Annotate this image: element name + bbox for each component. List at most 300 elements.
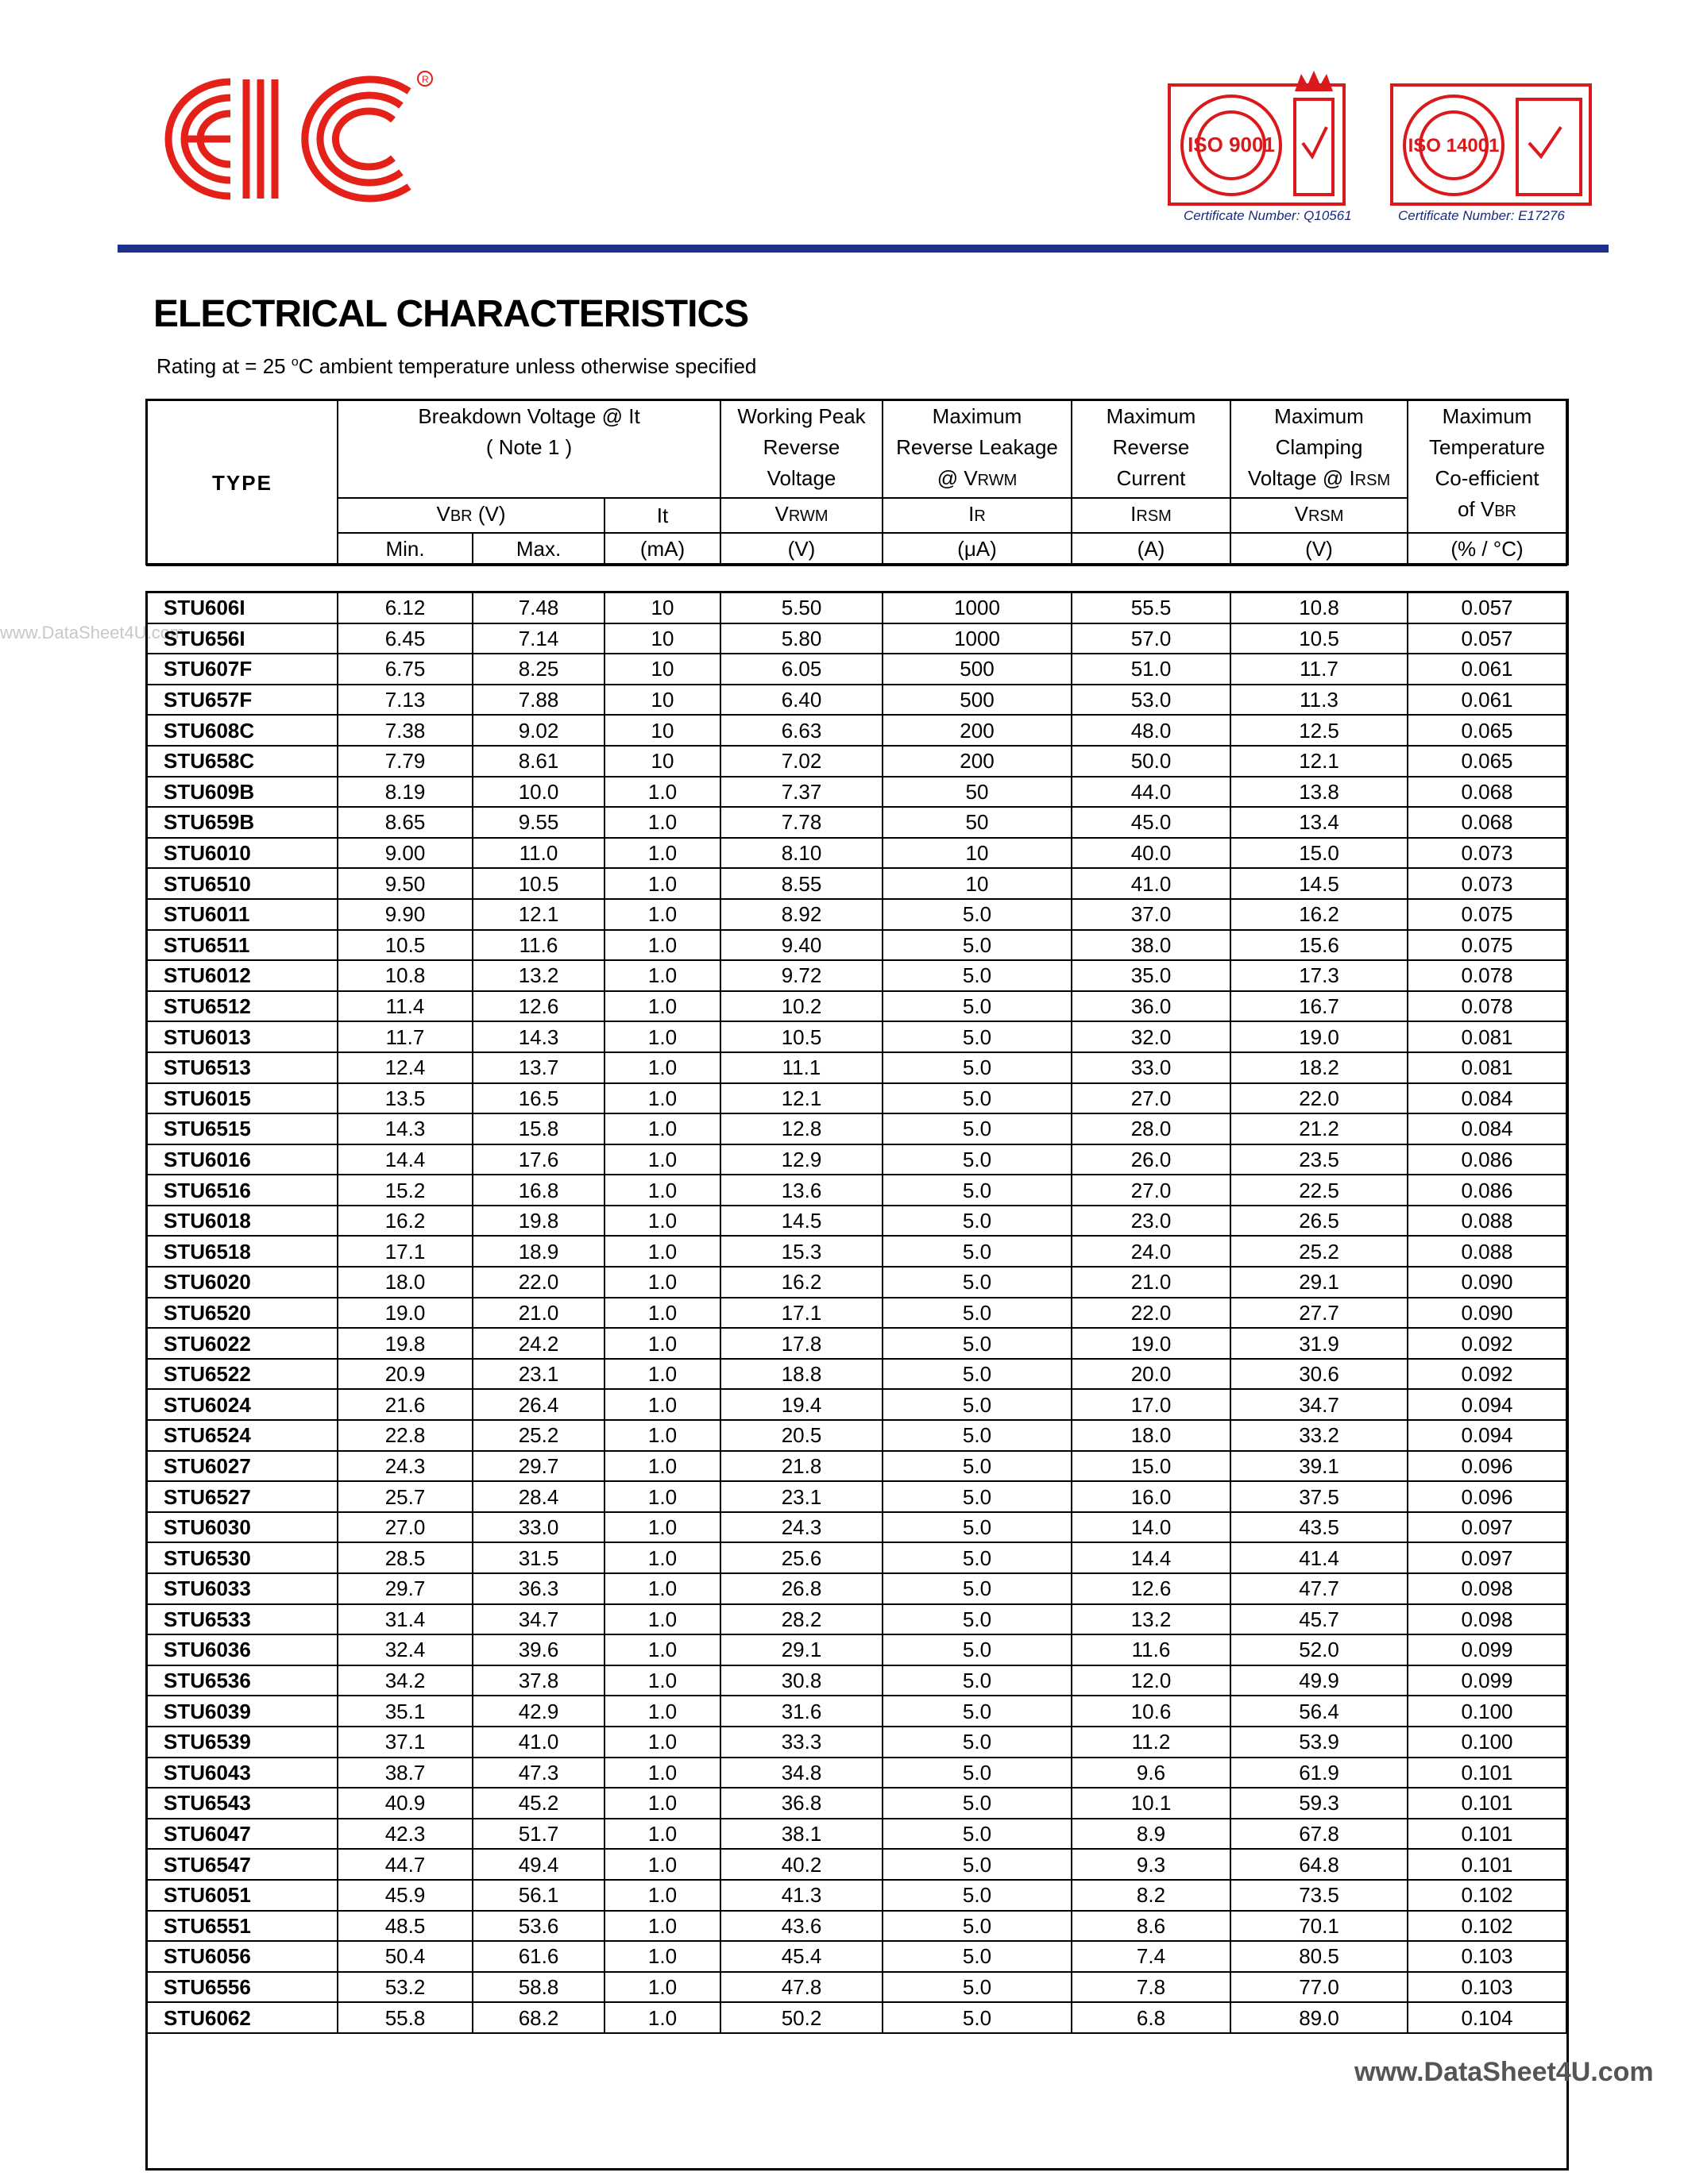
irsm-label: IRSM xyxy=(1072,498,1230,533)
value-cell: 9.50 xyxy=(338,868,473,899)
value-cell: 12.0 xyxy=(1072,1665,1230,1696)
value-cell: 17.1 xyxy=(338,1236,473,1267)
value-cell: 50.4 xyxy=(338,1941,473,1972)
value-cell: 19.4 xyxy=(720,1389,883,1420)
value-cell: 5.0 xyxy=(883,1328,1072,1359)
value-cell: 45.2 xyxy=(473,1788,605,1819)
col-working-peak: Working Peak Reverse Voltage xyxy=(720,400,883,498)
value-cell: 28.0 xyxy=(1072,1113,1230,1144)
value-cell: 10.1 xyxy=(1072,1788,1230,1819)
value-cell: 0.099 xyxy=(1408,1634,1566,1665)
value-cell: 20.0 xyxy=(1072,1359,1230,1390)
value-cell: 8.25 xyxy=(473,654,605,685)
value-cell: 0.073 xyxy=(1408,868,1566,899)
value-cell: 16.2 xyxy=(338,1206,473,1237)
value-cell: 45.0 xyxy=(1072,807,1230,838)
value-cell: 1.0 xyxy=(605,1144,720,1175)
cert1-number: Certificate Number: Q10561 xyxy=(1184,208,1352,223)
value-cell: 29.7 xyxy=(473,1451,605,1482)
value-cell: 0.086 xyxy=(1408,1144,1566,1175)
value-cell: 33.0 xyxy=(473,1512,605,1543)
type-cell: STU6016 xyxy=(147,1144,338,1175)
value-cell: 19.8 xyxy=(338,1328,473,1359)
table-row xyxy=(147,1451,1566,1482)
value-cell: 37.8 xyxy=(473,1665,605,1696)
value-cell: 0.061 xyxy=(1408,685,1566,716)
value-cell: 1.0 xyxy=(605,1021,720,1052)
table-row xyxy=(147,1542,1566,1573)
value-cell: 0.061 xyxy=(1408,654,1566,685)
value-cell: 0.081 xyxy=(1408,1021,1566,1052)
value-cell: 64.8 xyxy=(1230,1849,1408,1880)
value-cell: 1.0 xyxy=(605,1420,720,1451)
value-cell: 7.02 xyxy=(720,746,883,777)
value-cell: 34.7 xyxy=(473,1604,605,1635)
value-cell: 57.0 xyxy=(1072,623,1230,654)
value-cell: 20.9 xyxy=(338,1359,473,1390)
value-cell: 45.4 xyxy=(720,1941,883,1972)
value-cell: 13.2 xyxy=(473,960,605,991)
value-cell: 23.1 xyxy=(720,1481,883,1512)
value-cell: 1.0 xyxy=(605,991,720,1022)
table-row xyxy=(147,1788,1566,1819)
value-cell: 29.7 xyxy=(338,1573,473,1604)
table-row xyxy=(147,1972,1566,2003)
tc-unit: (% / °C) xyxy=(1408,533,1566,565)
value-cell: 500 xyxy=(883,685,1072,716)
value-cell: 31.6 xyxy=(720,1696,883,1727)
value-cell: 0.081 xyxy=(1408,1052,1566,1083)
value-cell: 5.0 xyxy=(883,899,1072,930)
value-cell: 77.0 xyxy=(1230,1972,1408,2003)
value-cell: 21.8 xyxy=(720,1451,883,1482)
value-cell: 10.5 xyxy=(720,1021,883,1052)
value-cell: 6.05 xyxy=(720,654,883,685)
value-cell: 40.0 xyxy=(1072,838,1230,869)
value-cell: 31.5 xyxy=(473,1542,605,1573)
value-cell: 14.3 xyxy=(473,1021,605,1052)
value-cell: 8.19 xyxy=(338,777,473,808)
value-cell: 1.0 xyxy=(605,1880,720,1911)
value-cell: 5.0 xyxy=(883,1634,1072,1665)
value-cell: 7.4 xyxy=(1072,1941,1230,1972)
value-cell: 25.6 xyxy=(720,1542,883,1573)
type-cell: STU6556 xyxy=(147,1972,338,2003)
value-cell: 17.0 xyxy=(1072,1389,1230,1420)
value-cell: 22.5 xyxy=(1230,1175,1408,1206)
value-cell: 14.5 xyxy=(1230,868,1408,899)
type-cell: STU6510 xyxy=(147,868,338,899)
value-cell: 34.2 xyxy=(338,1665,473,1696)
value-cell: 43.5 xyxy=(1230,1512,1408,1543)
table-row xyxy=(147,1021,1566,1052)
value-cell: 33.2 xyxy=(1230,1420,1408,1451)
value-cell: 5.0 xyxy=(883,1052,1072,1083)
value-cell: 10 xyxy=(883,868,1072,899)
type-cell: STU6511 xyxy=(147,930,338,961)
value-cell: 52.0 xyxy=(1230,1634,1408,1665)
value-cell: 14.5 xyxy=(720,1206,883,1237)
value-cell: 30.8 xyxy=(720,1665,883,1696)
value-cell: 5.80 xyxy=(720,623,883,654)
value-cell: 17.3 xyxy=(1230,960,1408,991)
value-cell: 41.0 xyxy=(473,1727,605,1758)
value-cell: 0.084 xyxy=(1408,1083,1566,1114)
table-row xyxy=(147,807,1566,838)
value-cell: 12.6 xyxy=(1072,1573,1230,1604)
value-cell: 8.61 xyxy=(473,746,605,777)
value-cell: 5.0 xyxy=(883,1665,1072,1696)
value-cell: 10 xyxy=(605,715,720,746)
value-cell: 9.55 xyxy=(473,807,605,838)
value-cell: 1.0 xyxy=(605,1788,720,1819)
value-cell: 13.8 xyxy=(1230,777,1408,808)
value-cell: 45.9 xyxy=(338,1880,473,1911)
value-cell: 10.0 xyxy=(473,777,605,808)
value-cell: 5.0 xyxy=(883,1972,1072,2003)
value-cell: 16.0 xyxy=(1072,1481,1230,1512)
table-row xyxy=(147,1512,1566,1543)
table-row xyxy=(147,1941,1566,1972)
value-cell: 19.0 xyxy=(1072,1328,1230,1359)
type-cell: STU656I xyxy=(147,623,338,654)
value-cell: 0.104 xyxy=(1408,2002,1566,2033)
value-cell: 39.1 xyxy=(1230,1451,1408,1482)
value-cell: 19.0 xyxy=(1230,1021,1408,1052)
value-cell: 50 xyxy=(883,807,1072,838)
vrwm-label: VRWM xyxy=(720,498,883,533)
value-cell: 0.100 xyxy=(1408,1696,1566,1727)
vbr-label: VBR (V) xyxy=(338,498,605,533)
value-cell: 5.50 xyxy=(720,592,883,623)
value-cell: 38.1 xyxy=(720,1819,883,1850)
value-cell: 42.3 xyxy=(338,1819,473,1850)
value-cell: 27.7 xyxy=(1230,1298,1408,1329)
value-cell: 0.101 xyxy=(1408,1758,1566,1788)
value-cell: 24.3 xyxy=(338,1451,473,1482)
value-cell: 0.092 xyxy=(1408,1359,1566,1390)
value-cell: 10 xyxy=(605,654,720,685)
table-row xyxy=(147,592,1566,623)
value-cell: 5.0 xyxy=(883,1420,1072,1451)
value-cell: 89.0 xyxy=(1230,2002,1408,2033)
value-cell: 5.0 xyxy=(883,1911,1072,1942)
value-cell: 10 xyxy=(883,838,1072,869)
value-cell: 7.88 xyxy=(473,685,605,716)
value-cell: 47.7 xyxy=(1230,1573,1408,1604)
value-cell: 12.1 xyxy=(1230,746,1408,777)
value-cell: 0.097 xyxy=(1408,1512,1566,1543)
value-cell: 1.0 xyxy=(605,1083,720,1114)
watermark-left: www.DataSheet4U.com xyxy=(0,623,185,642)
value-cell: 45.7 xyxy=(1230,1604,1408,1635)
value-cell: 200 xyxy=(883,715,1072,746)
value-cell: 10 xyxy=(605,623,720,654)
value-cell: 1.0 xyxy=(605,1451,720,1482)
value-cell: 0.065 xyxy=(1408,715,1566,746)
value-cell: 1.0 xyxy=(605,1267,720,1298)
value-cell: 0.096 xyxy=(1408,1451,1566,1482)
value-cell: 29.1 xyxy=(720,1634,883,1665)
table-row xyxy=(147,1389,1566,1420)
value-cell: 1.0 xyxy=(605,1298,720,1329)
value-cell: 70.1 xyxy=(1230,1911,1408,1942)
value-cell: 16.7 xyxy=(1230,991,1408,1022)
value-cell: 5.0 xyxy=(883,1236,1072,1267)
value-cell: 18.0 xyxy=(1072,1420,1230,1451)
value-cell: 26.8 xyxy=(720,1573,883,1604)
type-cell: STU6543 xyxy=(147,1788,338,1819)
value-cell: 0.086 xyxy=(1408,1175,1566,1206)
table-row xyxy=(147,746,1566,777)
value-cell: 38.7 xyxy=(338,1758,473,1788)
type-cell: STU6522 xyxy=(147,1359,338,1390)
type-cell: STU6533 xyxy=(147,1604,338,1635)
value-cell: 26.5 xyxy=(1230,1206,1408,1237)
iso14001-text: ISO 14001 xyxy=(1408,135,1500,156)
value-cell: 14.4 xyxy=(1072,1542,1230,1573)
value-cell: 5.0 xyxy=(883,1604,1072,1635)
value-cell: 0.068 xyxy=(1408,777,1566,808)
value-cell: 17.8 xyxy=(720,1328,883,1359)
value-cell: 53.9 xyxy=(1230,1727,1408,1758)
value-cell: 6.63 xyxy=(720,715,883,746)
table-row xyxy=(147,1206,1566,1237)
table-row xyxy=(147,654,1566,685)
ma-label: (mA) xyxy=(605,533,720,565)
value-cell: 8.92 xyxy=(720,899,883,930)
value-cell: 56.4 xyxy=(1230,1696,1408,1727)
type-cell: STU6012 xyxy=(147,960,338,991)
value-cell: 32.4 xyxy=(338,1634,473,1665)
value-cell: 5.0 xyxy=(883,1542,1072,1573)
value-cell: 5.0 xyxy=(883,930,1072,961)
type-cell: STU6039 xyxy=(147,1696,338,1727)
type-cell: STU6015 xyxy=(147,1083,338,1114)
value-cell: 1.0 xyxy=(605,807,720,838)
value-cell: 55.8 xyxy=(338,2002,473,2033)
value-cell: 23.5 xyxy=(1230,1144,1408,1175)
value-cell: 34.8 xyxy=(720,1758,883,1788)
value-cell: 12.4 xyxy=(338,1052,473,1083)
value-cell: 9.6 xyxy=(1072,1758,1230,1788)
value-cell: 0.102 xyxy=(1408,1880,1566,1911)
value-cell: 1.0 xyxy=(605,1849,720,1880)
value-cell: 0.057 xyxy=(1408,623,1566,654)
value-cell: 31.4 xyxy=(338,1604,473,1635)
value-cell: 61.6 xyxy=(473,1941,605,1972)
value-cell: 5.0 xyxy=(883,991,1072,1022)
value-cell: 0.102 xyxy=(1408,1911,1566,1942)
value-cell: 13.2 xyxy=(1072,1604,1230,1635)
value-cell: 10 xyxy=(605,685,720,716)
header-rule xyxy=(118,245,1609,253)
value-cell: 1.0 xyxy=(605,868,720,899)
value-cell: 0.078 xyxy=(1408,960,1566,991)
value-cell: 10.6 xyxy=(1072,1696,1230,1727)
value-cell: 0.088 xyxy=(1408,1236,1566,1267)
value-cell: 36.0 xyxy=(1072,991,1230,1022)
type-cell: STU608C xyxy=(147,715,338,746)
table-row xyxy=(147,1880,1566,1911)
value-cell: 22.8 xyxy=(338,1420,473,1451)
type-cell: STU6010 xyxy=(147,838,338,869)
value-cell: 14.0 xyxy=(1072,1512,1230,1543)
value-cell: 9.72 xyxy=(720,960,883,991)
value-cell: 15.0 xyxy=(1072,1451,1230,1482)
value-cell: 5.0 xyxy=(883,960,1072,991)
value-cell: 36.3 xyxy=(473,1573,605,1604)
value-cell: 33.3 xyxy=(720,1727,883,1758)
table-row xyxy=(147,1420,1566,1451)
value-cell: 1.0 xyxy=(605,899,720,930)
value-cell: 5.0 xyxy=(883,1359,1072,1390)
value-cell: 5.0 xyxy=(883,1573,1072,1604)
value-cell: 6.45 xyxy=(338,623,473,654)
vrsm-unit: (V) xyxy=(1230,533,1408,565)
value-cell: 10.8 xyxy=(338,960,473,991)
value-cell: 12.6 xyxy=(473,991,605,1022)
value-cell: 18.0 xyxy=(338,1267,473,1298)
value-cell: 5.0 xyxy=(883,1849,1072,1880)
table-row xyxy=(147,1634,1566,1665)
type-cell: STU609B xyxy=(147,777,338,808)
value-cell: 8.55 xyxy=(720,868,883,899)
value-cell: 24.2 xyxy=(473,1328,605,1359)
value-cell: 12.8 xyxy=(720,1113,883,1144)
value-cell: 53.2 xyxy=(338,1972,473,2003)
table-row xyxy=(147,1175,1566,1206)
vrsm-label: VRSM xyxy=(1230,498,1408,533)
type-cell: STU6047 xyxy=(147,1819,338,1850)
type-cell: STU6512 xyxy=(147,991,338,1022)
value-cell: 27.0 xyxy=(338,1512,473,1543)
table-row xyxy=(147,623,1566,654)
type-cell: STU6518 xyxy=(147,1236,338,1267)
value-cell: 19.8 xyxy=(473,1206,605,1237)
value-cell: 33.0 xyxy=(1072,1052,1230,1083)
value-cell: 14.3 xyxy=(338,1113,473,1144)
type-cell: STU6551 xyxy=(147,1911,338,1942)
value-cell: 53.0 xyxy=(1072,685,1230,716)
value-cell: 11.4 xyxy=(338,991,473,1022)
value-cell: 5.0 xyxy=(883,1389,1072,1420)
col-clamping-voltage: Maximum Clamping Voltage @ IRSM xyxy=(1230,400,1408,498)
value-cell: 39.6 xyxy=(473,1634,605,1665)
value-cell: 49.4 xyxy=(473,1849,605,1880)
value-cell: 37.0 xyxy=(1072,899,1230,930)
min-label: Min. xyxy=(338,533,473,565)
value-cell: 15.8 xyxy=(473,1113,605,1144)
value-cell: 47.3 xyxy=(473,1758,605,1788)
value-cell: 44.7 xyxy=(338,1849,473,1880)
value-cell: 5.0 xyxy=(883,1758,1072,1788)
value-cell: 55.5 xyxy=(1072,592,1230,623)
value-cell: 23.1 xyxy=(473,1359,605,1390)
max-label: Max. xyxy=(473,533,605,565)
value-cell: 0.096 xyxy=(1408,1481,1566,1512)
type-cell: STU6051 xyxy=(147,1880,338,1911)
value-cell: 1.0 xyxy=(605,1113,720,1144)
value-cell: 26.4 xyxy=(473,1389,605,1420)
value-cell: 43.6 xyxy=(720,1911,883,1942)
ir-unit: (μA) xyxy=(883,533,1072,565)
value-cell: 10.5 xyxy=(473,868,605,899)
value-cell: 200 xyxy=(883,746,1072,777)
value-cell: 11.0 xyxy=(473,838,605,869)
type-cell: STU6530 xyxy=(147,1542,338,1573)
table-row xyxy=(147,930,1566,961)
value-cell: 13.4 xyxy=(1230,807,1408,838)
value-cell: 34.7 xyxy=(1230,1389,1408,1420)
value-cell: 22.0 xyxy=(1072,1298,1230,1329)
value-cell: 0.098 xyxy=(1408,1604,1566,1635)
value-cell: 0.090 xyxy=(1408,1298,1566,1329)
value-cell: 1.0 xyxy=(605,1175,720,1206)
type-cell: STU6022 xyxy=(147,1328,338,1359)
svg-text:R: R xyxy=(422,74,429,85)
value-cell: 0.090 xyxy=(1408,1267,1566,1298)
value-cell: 9.90 xyxy=(338,899,473,930)
value-cell: 12.1 xyxy=(720,1083,883,1114)
table-row xyxy=(147,1573,1566,1604)
value-cell: 44.0 xyxy=(1072,777,1230,808)
value-cell: 5.0 xyxy=(883,1206,1072,1237)
value-cell: 38.0 xyxy=(1072,930,1230,961)
value-cell: 11.1 xyxy=(720,1052,883,1083)
type-cell: STU6524 xyxy=(147,1420,338,1451)
value-cell: 5.0 xyxy=(883,1083,1072,1114)
value-cell: 1.0 xyxy=(605,930,720,961)
value-cell: 15.0 xyxy=(1230,838,1408,869)
value-cell: 0.075 xyxy=(1408,899,1566,930)
value-cell: 7.79 xyxy=(338,746,473,777)
table-row xyxy=(147,991,1566,1022)
value-cell: 29.1 xyxy=(1230,1267,1408,1298)
table-row xyxy=(147,1144,1566,1175)
value-cell: 0.103 xyxy=(1408,1972,1566,2003)
value-cell: 0.068 xyxy=(1408,807,1566,838)
value-cell: 1.0 xyxy=(605,1819,720,1850)
value-cell: 23.0 xyxy=(1072,1206,1230,1237)
eic-logo xyxy=(151,68,437,210)
value-cell: 25.2 xyxy=(473,1420,605,1451)
value-cell: 22.0 xyxy=(1230,1083,1408,1114)
type-cell: STU606I xyxy=(147,592,338,623)
value-cell: 49.9 xyxy=(1230,1665,1408,1696)
value-cell: 7.13 xyxy=(338,685,473,716)
value-cell: 0.101 xyxy=(1408,1819,1566,1850)
value-cell: 0.099 xyxy=(1408,1665,1566,1696)
value-cell: 5.0 xyxy=(883,1144,1072,1175)
subtitle: Rating at = 25 $^o$C ambient temperature unless otherwise specified xyxy=(156,354,757,378)
value-cell: 1000 xyxy=(883,592,1072,623)
data-table xyxy=(146,592,1567,2034)
value-cell: 10.5 xyxy=(1230,623,1408,654)
type-cell: STU6516 xyxy=(147,1175,338,1206)
value-cell: 16.8 xyxy=(473,1175,605,1206)
value-cell: 8.65 xyxy=(338,807,473,838)
value-cell: 0.094 xyxy=(1408,1389,1566,1420)
value-cell: 24.3 xyxy=(720,1512,883,1543)
type-cell: STU6062 xyxy=(147,2002,338,2033)
value-cell: 56.1 xyxy=(473,1880,605,1911)
value-cell: 11.3 xyxy=(1230,685,1408,716)
value-cell: 0.103 xyxy=(1408,1941,1566,1972)
value-cell: 10.2 xyxy=(720,991,883,1022)
value-cell: 0.098 xyxy=(1408,1573,1566,1604)
value-cell: 0.084 xyxy=(1408,1113,1566,1144)
